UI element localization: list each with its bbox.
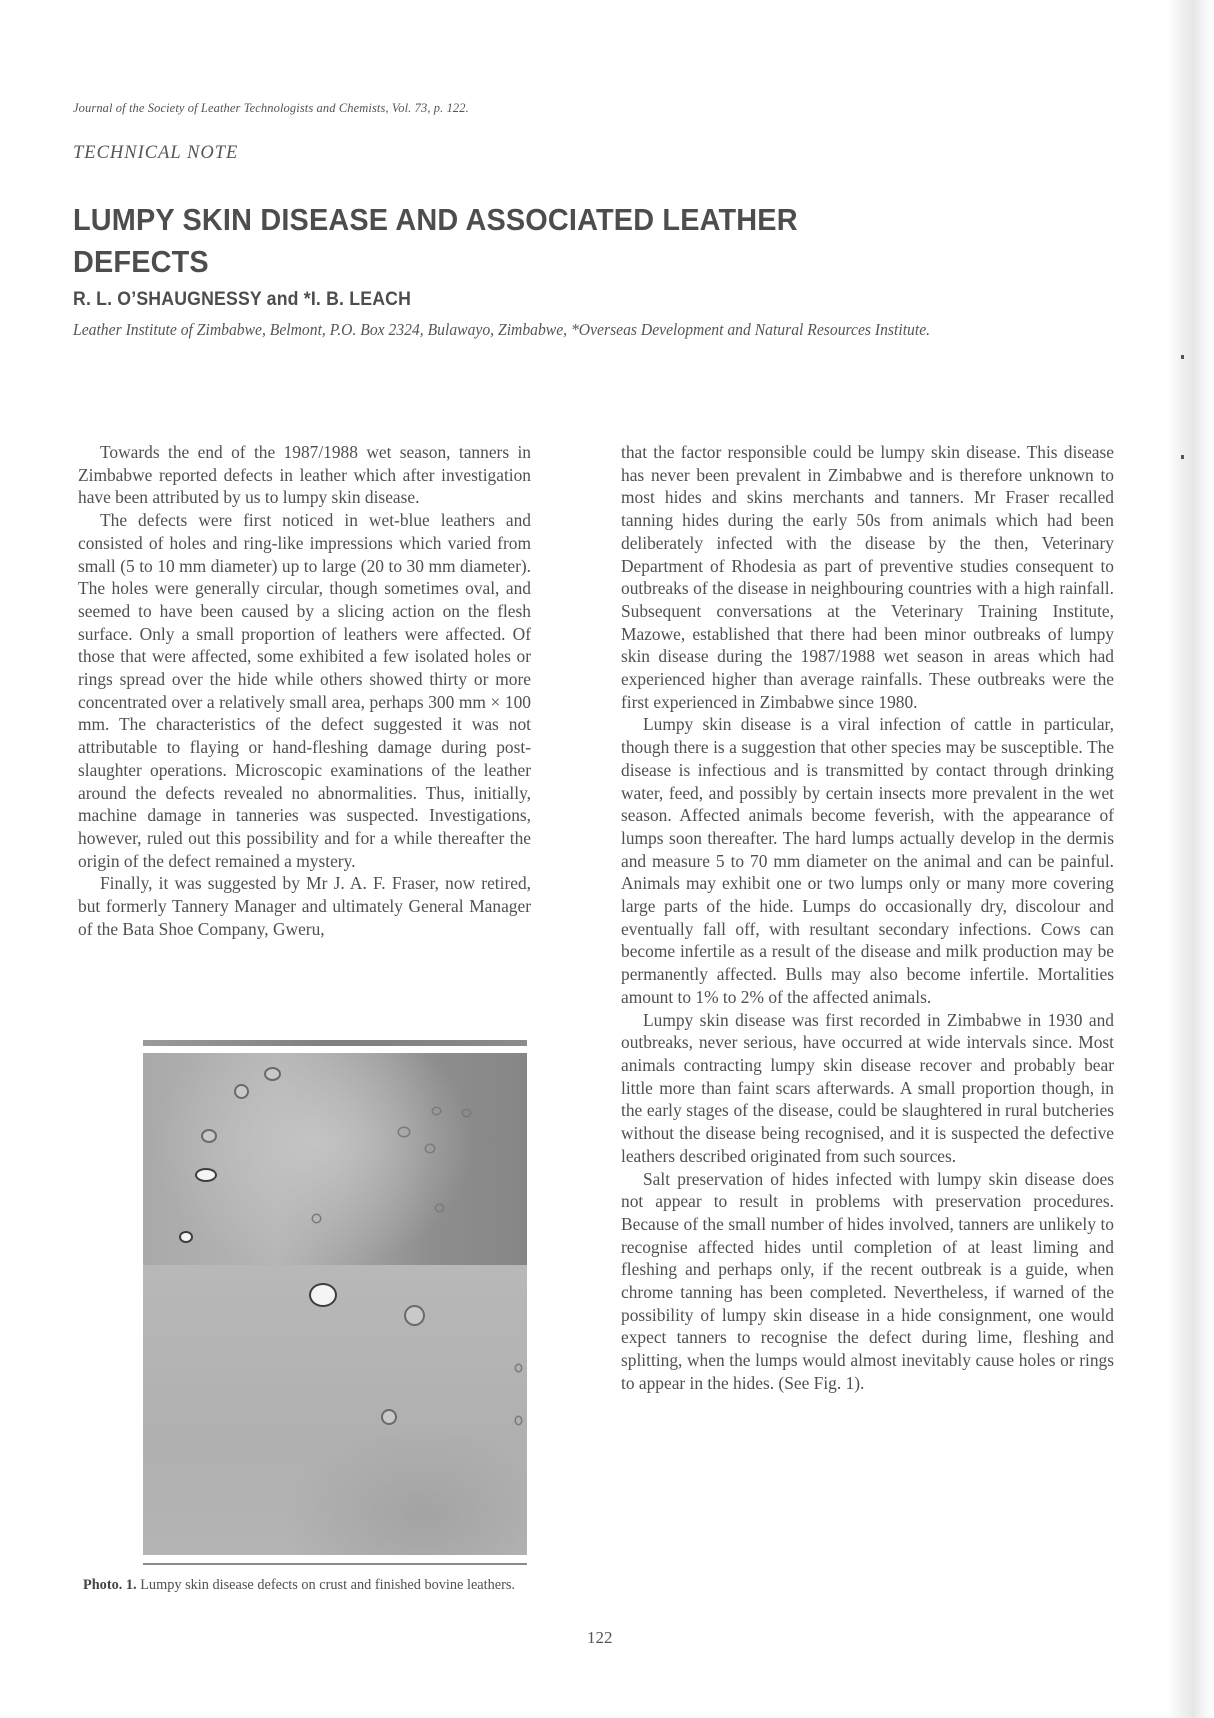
paragraph: The defects were first noticed in wet-blue leathers and consisted of holes and ring-like impressions which varied from small (5 to 10 mm diameter) up to large (20 to 30 mm diameter). The holes were generally circular, though sometimes oval, and seemed to have been caused by a slicing action on the flesh surface. Only a small proportion of leathers were affected. Of those that were affected, some exhibited a few isolated holes or rings spread over the hide while others showed thirty or more concentrated over a relatively small area, perhaps 300 mm × 100 mm. The characteristics of the defect suggested it was not attributable to flaying or hand-fleshing damage during post-slaughter operations. Microscopic examinations of the leather around the defects revealed no abnormalities. Thus, initially, machine damage in tanneries was suspected. Investigations, however, ruled out this possibility and for a while thereafter the origin of the defect remained a mystery. [78,510,531,871]
paragraph: Towards the end of the 1987/1988 wet season, tanners in Zimbabwe reported defects in leather which after investigation have been attributed by us to lumpy skin disease. [78,442,531,508]
scan-speck [1181,455,1184,459]
caption-label: Photo. 1. [83,1577,137,1593]
title-line-2: DEFECTS [73,244,209,279]
defect-faint-ring [426,1145,434,1152]
right-column [621,441,1114,1395]
article-title [73,199,1003,283]
affiliation: Leather Institute of Zimbabwe, Belmont, P.O. Box 2324, Bulawayo, Zimbabwe, *Overseas Development and Natural Resources Institute. [73,320,931,339]
scan-page-edge [1168,0,1214,1718]
defect-ring [236,1086,247,1097]
photo-leather-defects [143,1040,527,1570]
caption-text: Lumpy skin disease defects on crust and finished bovine leathers. [136,1577,515,1593]
left-column [78,441,531,940]
defect-hole [197,1170,215,1180]
photo-crust-leather-panel [143,1053,527,1265]
defect-faint-ring [463,1110,470,1116]
scan-speck [1181,355,1184,359]
defect-faint-ring [433,1108,440,1114]
title-line-1: LUMPY SKIN DISEASE AND ASSOCIATED LEATHER [73,202,798,237]
defect-faint-ring [516,1417,521,1424]
defect-ring [203,1131,215,1141]
paragraph: Lumpy skin disease was first recorded in Zimbabwe in 1930 and outbreaks, never serious, have occurred at wide intervals since. Most animals contracting lumpy skin disease recover and probably bear little more than faint scars afterwards. A small proportion though, in the early stages of the disease, could be slaughtered in rural butcheries without the disease being recognised, and it is suspected the defective leathers described originated from such sources. [621,1009,1114,1166]
defect-faint-ring [436,1205,443,1211]
photo-finished-leather-panel [143,1265,527,1555]
paragraph: Finally, it was suggested by Mr J. A. F. Fraser, now retired, but formerly Tannery Manager and ultimately General Manager of the Bata Shoe Company, Gweru, [78,873,531,939]
defect-ring [266,1069,279,1079]
paragraph: Lumpy skin disease is a viral infection of cattle in particular, though there is a suggestion that other species may be susceptible. The disease is infectious and is transmitted by contact through drinking water, feed, and possibly by certain insects more prevalent in the wet season. Affected animals become feverish, with the appearance of lumps soon thereafter. The hard lumps actually develop in the dermis and measure 5 to 70 mm diameter on the animal and can be painful. Animals may exhibit one or two lumps only or many more covering large parts of the hide. Lumps do occasionally dry, discolour and eventually fall off, with resultant secondary infections. Cows can become infertile as a result of the disease and milk production may be permanently affected. Bulls may also become infertile. Mortalities amount to 1% to 2% of the affected animals. [621,714,1114,1007]
defect-faint-ring [399,1128,409,1136]
paragraph: Salt preservation of hides infected with lumpy skin disease does not appear to result in problems with preservation procedures. Because of the small number of hides involved, tanners are unlikely to recognise affected hides until completion of at least liming and fleshing and perhaps only, if the recent outbreak is a guide, when chrome tanning has been completed. Nevertheless, if warned of the possibility of lumpy skin disease in a hide consignment, one would expect tanners to recognise the defect during lime, fleshing and splitting, when the lumps would almost inevitably cause holes or rings to appear in the hides. (See Fig. 1). [621,1168,1114,1393]
section-label: TECHNICAL NOTE [73,143,239,163]
defect-ring [383,1411,395,1423]
page-number: 122 [587,1628,613,1647]
defect-hole [181,1233,191,1241]
authors: R. L. O’SHAUGNESSY and *I. B. LEACH [73,289,412,310]
defect-faint-ring [516,1365,521,1371]
defect-hole [311,1285,335,1305]
paragraph-continuation: that the factor responsible could be lumpy skin disease. This disease has never been prevalent in Zimbabwe and is therefore unknown to most hides and skins merchants and tanners. Mr Fraser recalled tanning hides during the early 50s from animals which had been deliberately infected with the disease by the then, Veterinary Department of Rhodesia as part of preventive studies consequent to outbreaks of the disease in neighbouring countries with a high rainfall. Subsequent conversations at the Veterinary Training Institute, Mazowe, established that there had been minor outbreaks of lumpy skin disease during the 1987/1988 wet season in areas which had experienced higher than average rainfalls. These outbreaks were the first experienced in Zimbabwe since 1980. [621,442,1114,712]
figure-rule [143,1563,527,1565]
defect-ring [406,1307,423,1324]
defect-faint-ring [313,1215,320,1222]
journal-citation: Journal of the Society of Leather Technologists and Chemists, Vol. 73, p. 122. [73,101,469,115]
figure-caption [83,1576,529,1594]
photo-top-border [143,1040,527,1046]
